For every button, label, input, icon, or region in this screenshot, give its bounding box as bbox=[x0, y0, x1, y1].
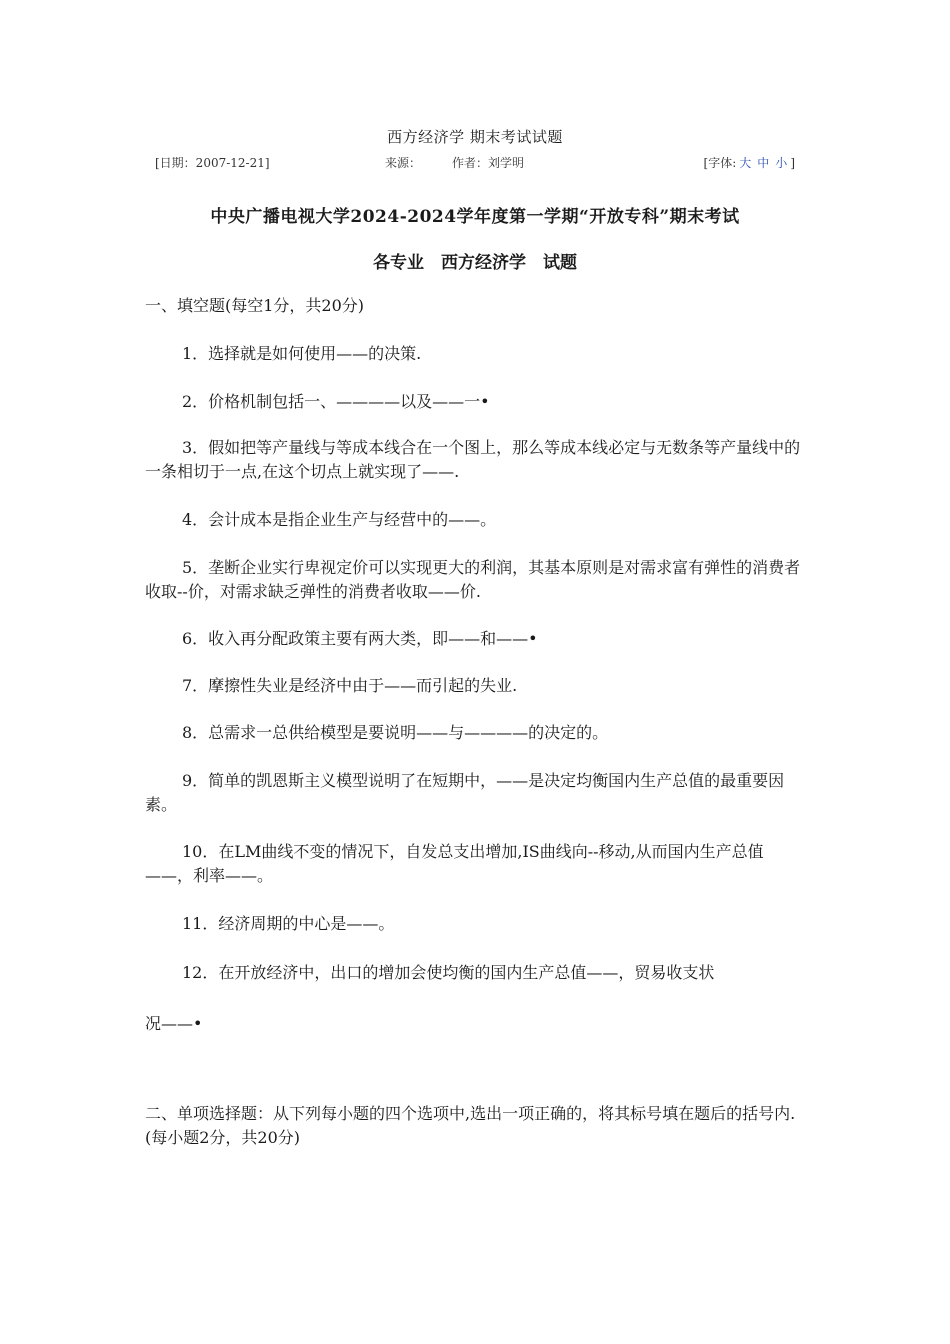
exam-heading: 中央广播电视大学2024-2024学年度第一学期“开放专科”期末考试 bbox=[210, 207, 740, 227]
publish-date: [日期：2007-12-21] bbox=[155, 156, 270, 170]
font-size-suffix: ] bbox=[790, 156, 795, 170]
question-11: 11．经济周期的中心是——。 bbox=[182, 914, 395, 933]
font-size-small-link[interactable]: 小 bbox=[775, 156, 788, 170]
question-2: 2．价格机制包括一、————以及——一• bbox=[182, 392, 490, 411]
author-label: 作者：刘学明 bbox=[452, 156, 525, 170]
article-meta bbox=[155, 154, 795, 174]
question-10: 10．在LM曲线不变的情况下，自发总支出增加,IS曲线向--移动,从而国内生产总值——，利率——。 bbox=[145, 842, 764, 885]
font-size-switcher bbox=[704, 154, 795, 171]
question-3: 3．假如把等产量线与等成本线合在一个图上，那么等成本线必定与无数条等产量线中的一条相切于一点,在这个切点上就实现了——. bbox=[145, 438, 801, 481]
question-12-continuation: 况——• bbox=[145, 1014, 203, 1033]
question-4: 4．会计成本是指企业生产与经营中的——。 bbox=[182, 510, 497, 529]
exam-subheading: 各专业 西方经济学 试题 bbox=[373, 253, 577, 273]
font-size-large-link[interactable]: 大 bbox=[739, 156, 752, 170]
question-6: 6．收入再分配政策主要有两大类，即——和——• bbox=[182, 629, 538, 648]
font-size-prefix: [字体: bbox=[703, 156, 737, 170]
question-1: 1．选择就是如何使用——的决策. bbox=[182, 344, 422, 363]
question-5: 5．垄断企业实行卑视定价可以实现更大的利润，其基本原则是对需求富有弹性的消费者收取--价，对需求缺乏弹性的消费者收取——价. bbox=[145, 558, 801, 601]
question-8: 8．总需求一总供给模型是要说明——与————的决定的。 bbox=[182, 723, 609, 742]
section-single-choice-title: 二、单项选择题：从下列每小题的四个选项中,选出一项正确的，将其标号填在题后的括号内.(每小题2分，共20分) bbox=[145, 1104, 796, 1147]
font-size-medium-link[interactable]: 中 bbox=[757, 156, 770, 170]
question-7: 7．摩擦性失业是经济中由于——而引起的失业. bbox=[182, 676, 518, 695]
document-title: 西方经济学 期末考试试题 bbox=[387, 128, 563, 146]
question-12: 12．在开放经济中，出口的增加会使均衡的国内生产总值——，贸易收支状 bbox=[182, 963, 715, 982]
section-fill-in-title: 一、填空题(每空1分，共20分) bbox=[145, 296, 365, 315]
question-9: 9．简单的凯恩斯主义模型说明了在短期中，——是决定均衡国内生产总值的最重要因素。 bbox=[145, 771, 785, 814]
source-label: 来源： bbox=[385, 156, 422, 170]
